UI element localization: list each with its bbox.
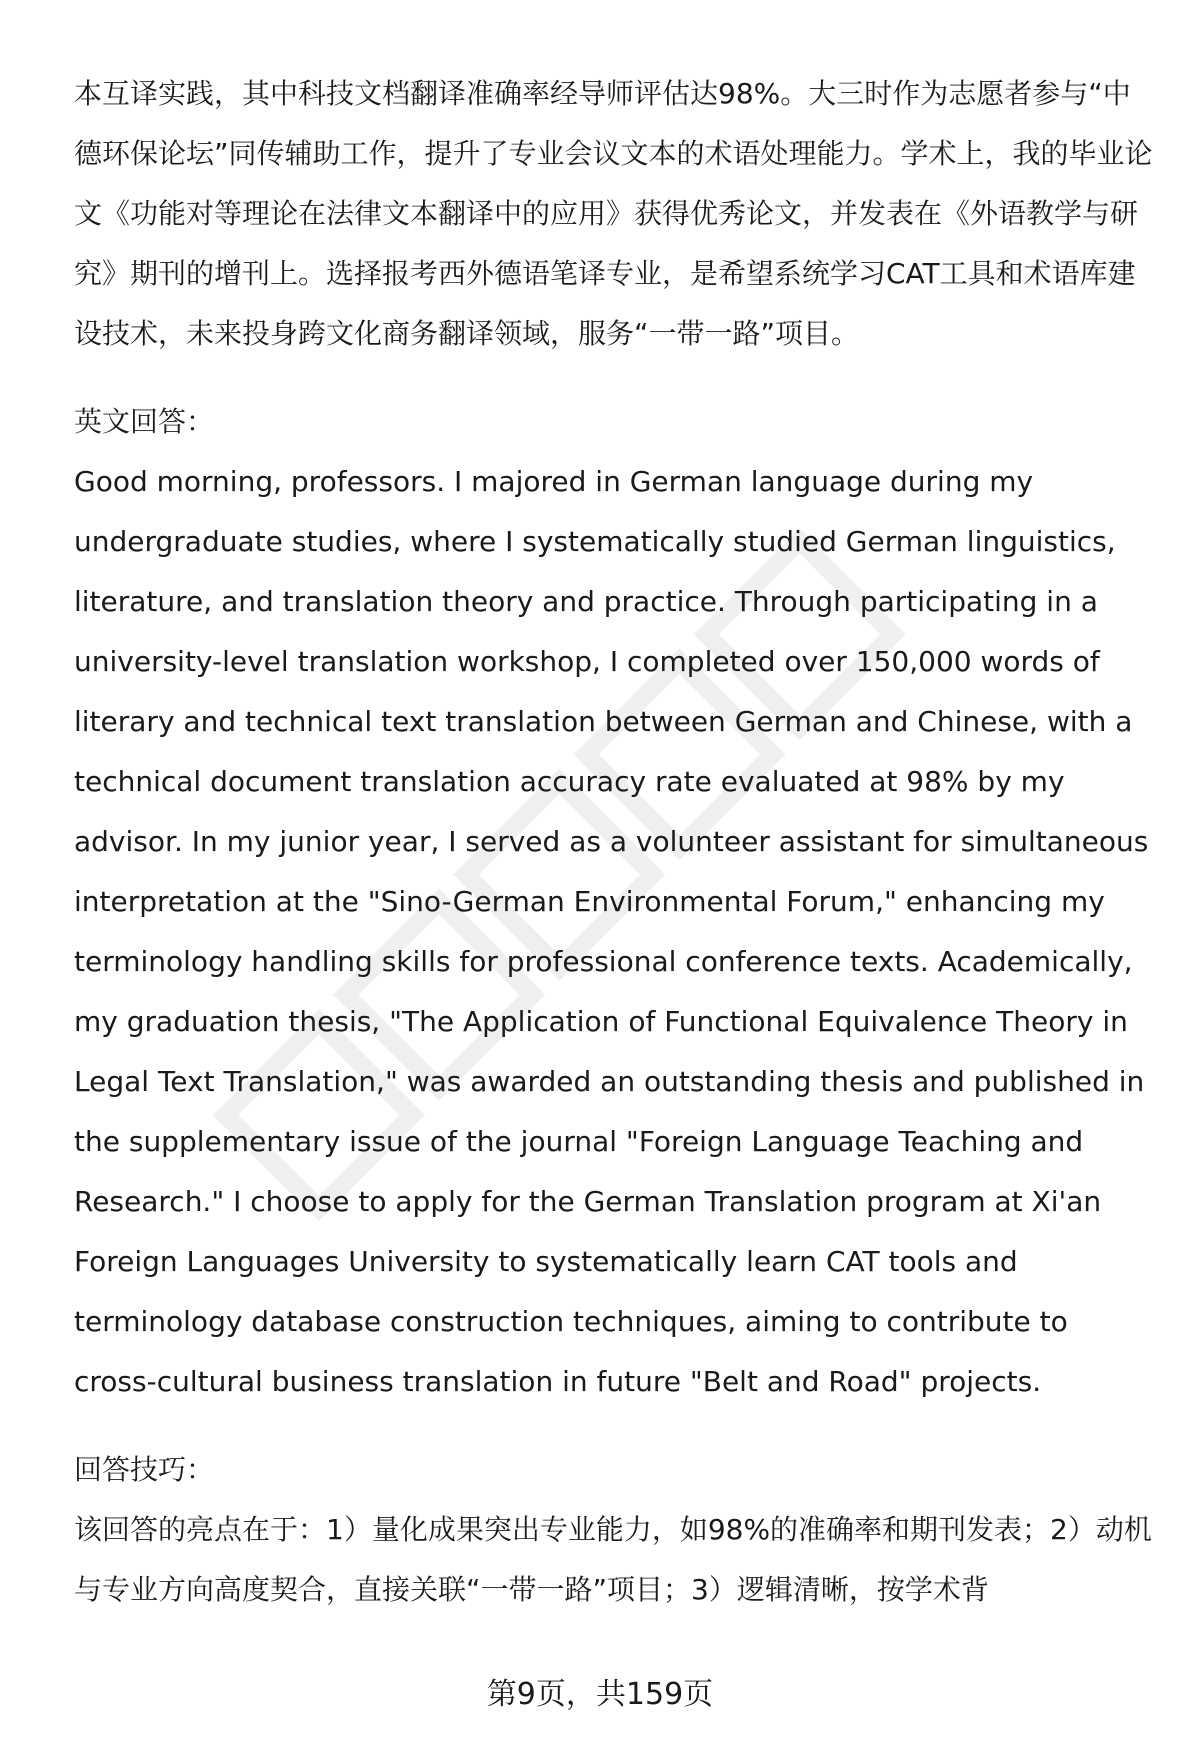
page-indicator: 第9页，共159页	[486, 1677, 714, 1712]
english-answer-label: 英文回答：	[74, 405, 215, 438]
tips-label: 回答技巧：	[74, 1453, 215, 1486]
english-answer-paragraph: Good morning, professors. I majored in German language during my undergraduate studies, where I systematically studied German linguistics, literature, and translation theory and practice. Through participating in a university-level translation workshop, I completed over 150,000 words of literary and technical text translation between German and Chinese, with a technical document translation accuracy rate evaluated at 98% by my advisor. In my junior year, I served as a volunteer assistant for simultaneous interpretation at the "Sino-German Environmental Forum," enhancing my terminology handling skills for professional conference texts. Academically, my graduation thesis, "The Application of Functional Equivalence Theory in Legal Text Translation," was awarded an outstanding thesis and published in the supplementary issue of the journal "Foreign Language Teaching and Research." I choose to apply for the German Translation program at Xi'an Foreign Languages University to systematically learn CAT tools and terminology database construction techniques, aiming to contribute to cross-cultural business translation in future "Belt and Road" projects.	[74, 465, 1149, 1398]
intro-paragraph: 本互译实践，其中科技文档翻译准确率经导师评估达98%。大三时作为志愿者参与“中德环保论坛”同传辅助工作，提升了专业会议文本的术语处理能力。学术上，我的毕业论文《功能对等理论在法律文本翻译中的应用》获得优秀论文，并发表在《外语教学与研究》期刊的增刊上。选择报考西外德语笔译专业，是希望系统学习CAT工具和术语库建设技术，未来投身跨文化商务翻译领域，服务“一带一路”项目。	[74, 77, 1153, 350]
document-page	[74, 64, 1154, 1620]
tips-paragraph: 该回答的亮点在于：1）量化成果突出专业能力，如98%的准确率和期刊发表；2）动机与专业方向高度契合，直接关联“一带一路”项目；3）逻辑清晰，按学术背	[74, 1513, 1152, 1606]
